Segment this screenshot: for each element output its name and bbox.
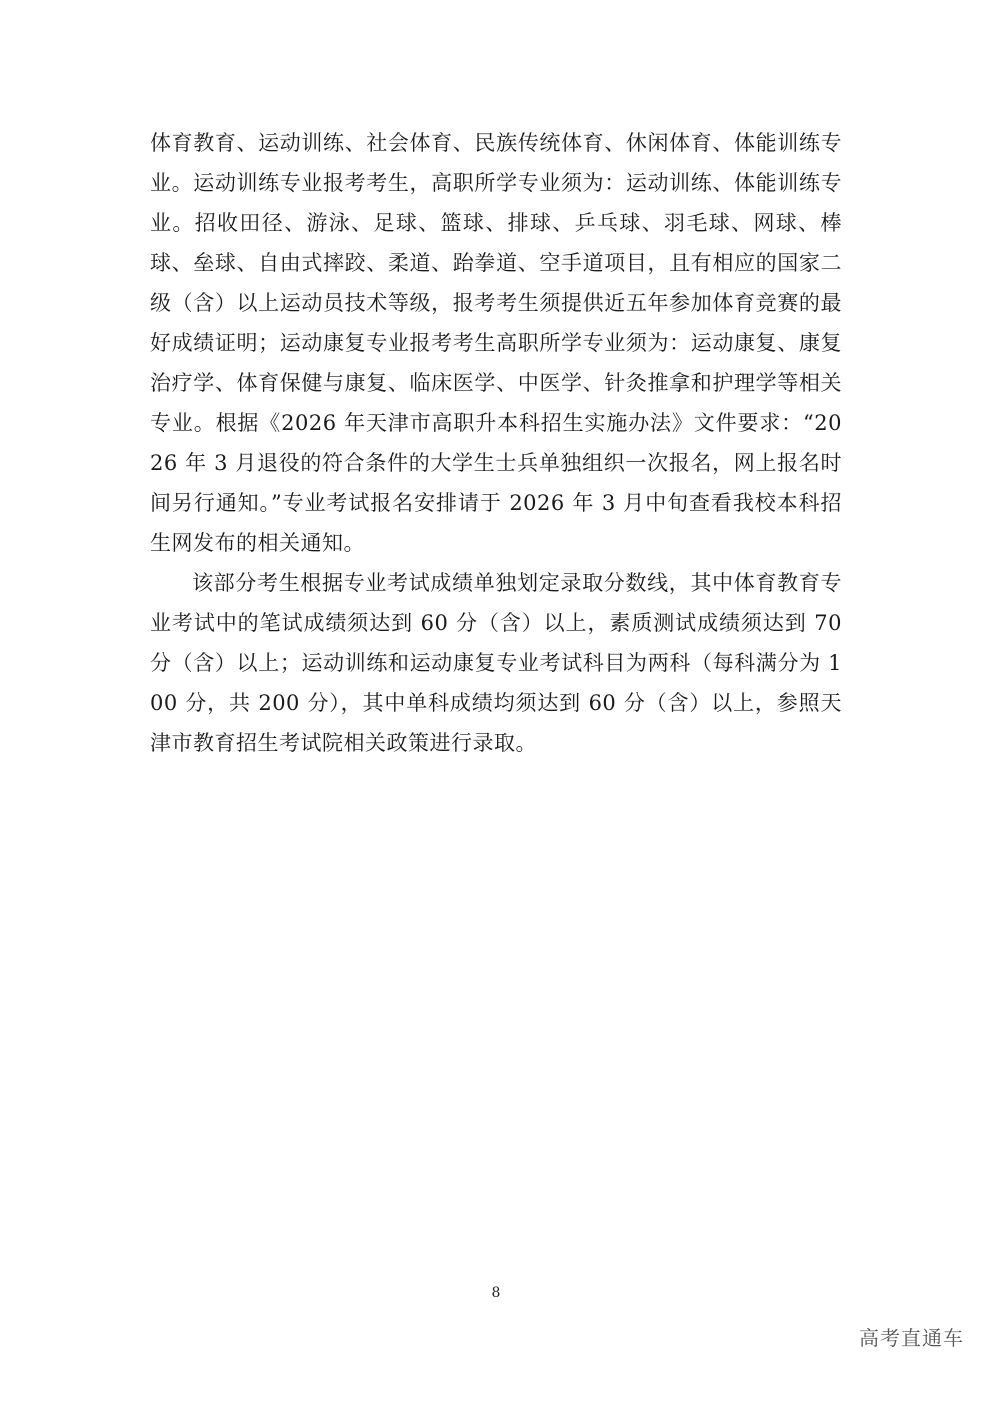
document-body xyxy=(150,123,842,763)
page-number: 8 xyxy=(491,1285,501,1301)
watermark-text: 高考直通车 xyxy=(859,1326,964,1350)
paragraph-admission-score: 该部分考生根据专业考试成绩单独划定录取分数线，其中体育教育专业考试中的笔试成绩须达到 60 分（含）以上，素质测试成绩须达到 70 分（含）以上；运动训练和运动康复专业考试科目为两科（每科满分为 100 分，共 200 分），其中单科成绩均须达到 60 分（含）以上，参照天津市教育招生考试院相关政策进行录取。 xyxy=(150,571,842,755)
paragraph-continued: 体育教育、运动训练、社会体育、民族传统体育、休闲体育、体能训练专业。运动训练专业报考考生，高职所学专业须为：运动训练、体能训练专业。招收田径、游泳、足球、篮球、排球、乒乓球、羽毛球、网球、棒球、垒球、自由式摔跤、柔道、跆拳道、空手道项目，且有相应的国家二级（含）以上运动员技术等级，报考考生须提供近五年参加体育竞赛的最好成绩证明；运动康复专业报考考生高职所学专业须为：运动康复、康复治疗学、体育保健与康复、临床医学、中医学、针灸推拿和护理学等相关专业。根据《2026 年天津市高职升本科招生实施办法》文件要求：“2026 年 3 月退役的符合条件的大学生士兵单独组织一次报名，网上报名时间另行通知。”专业考试报名安排请于 2026 年 3 月中旬查看我校本科招生网发布的相关通知。 xyxy=(150,131,842,555)
